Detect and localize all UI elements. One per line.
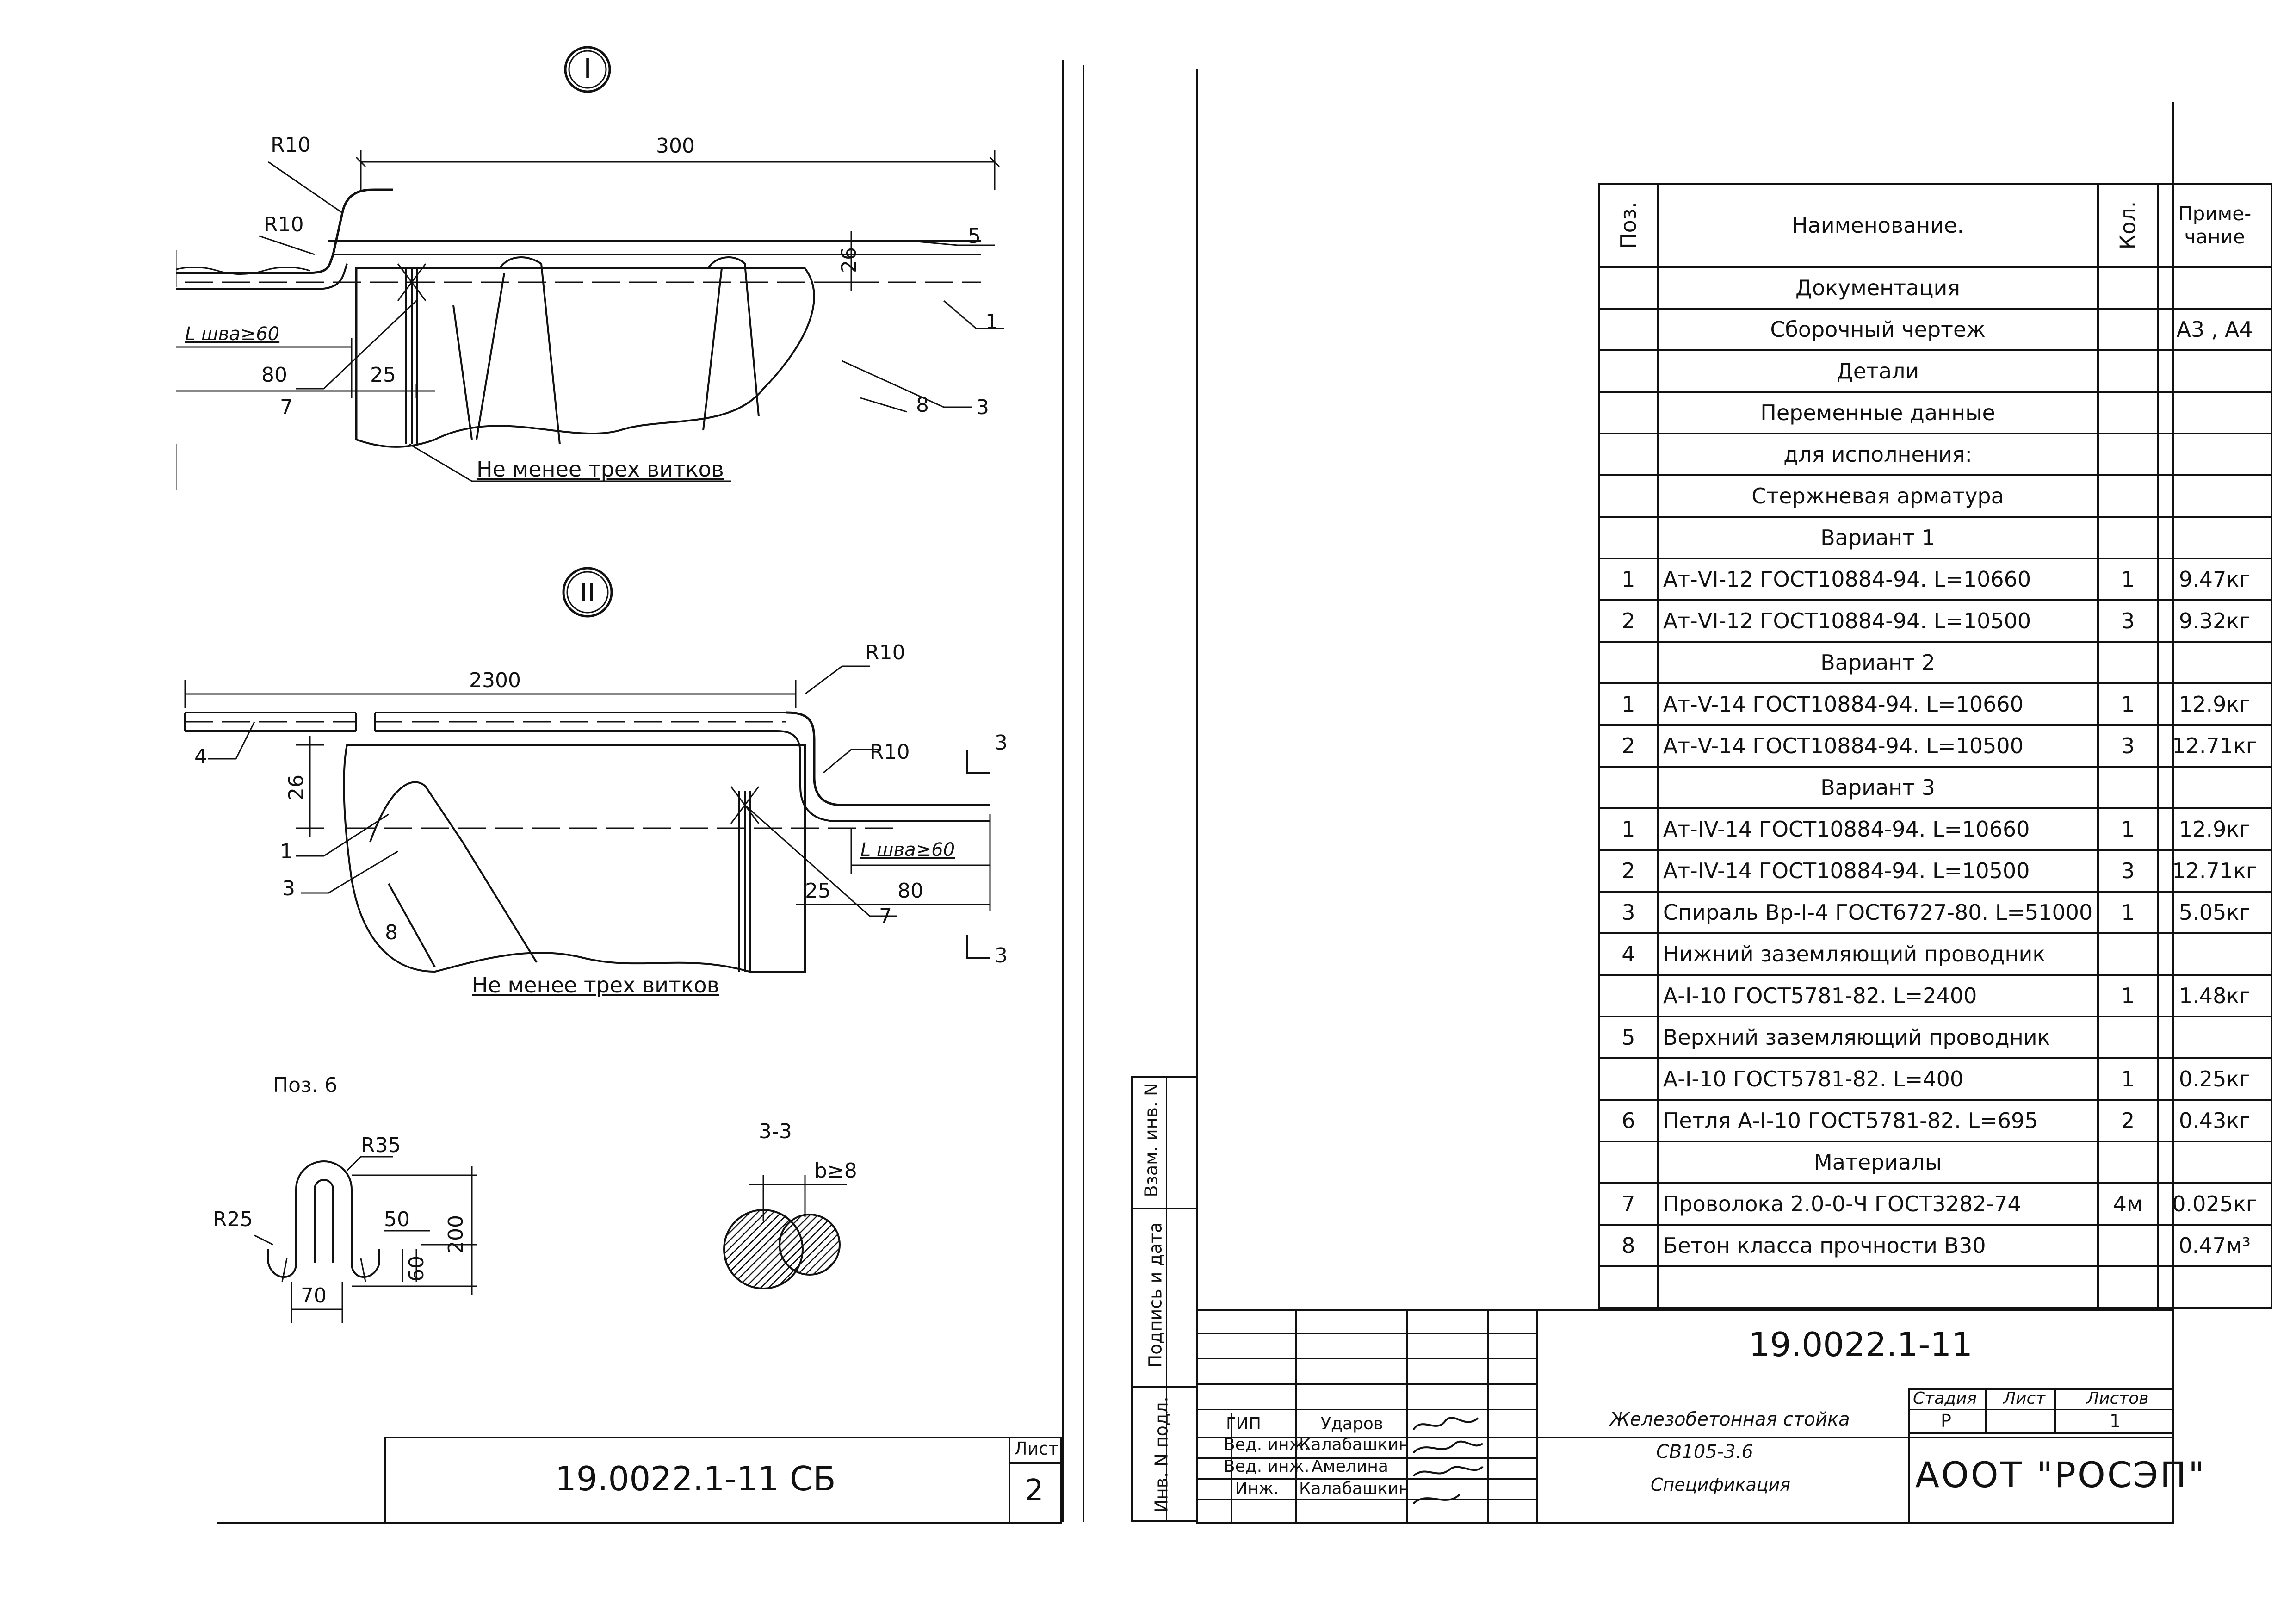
svg-text:60: 60 xyxy=(405,1256,428,1282)
svg-text:R35: R35 xyxy=(361,1134,401,1157)
svg-text:L шва≥60: L шва≥60 xyxy=(185,323,280,345)
name-inzh: Калабашкин xyxy=(1299,1479,1410,1498)
svg-text:80: 80 xyxy=(897,879,923,903)
tb-grid xyxy=(1196,1409,1536,1410)
spec-pos-cell: 3 xyxy=(1599,892,1658,933)
spec-name-cell: Ат-V-14 ГОСТ10884-94. L=10500 xyxy=(1658,725,2098,767)
spec-row xyxy=(1599,600,2271,642)
spec-name-cell: Ат-IV-14 ГОСТ10884-94. L=10500 xyxy=(1658,850,2098,892)
spec-row xyxy=(1599,1141,2271,1183)
spec-row xyxy=(1599,850,2271,892)
spec-pos-cell xyxy=(1599,309,1658,350)
stamp-divider xyxy=(1009,1437,1010,1522)
sheet-label: Лист xyxy=(2003,1389,2046,1408)
spec-pos-cell xyxy=(1599,767,1658,808)
stamp-divider xyxy=(1009,1462,1062,1464)
svg-text:Поз. 6: Поз. 6 xyxy=(273,1073,338,1097)
svg-text:8: 8 xyxy=(916,393,929,417)
spec-name-cell: Верхний заземляющий проводник xyxy=(1658,1017,2098,1058)
spec-name-cell: Бетон класса прочности В30 xyxy=(1658,1225,2098,1266)
spec-name-cell: Ат-VI-12 ГОСТ10884-94. L=10660 xyxy=(1658,558,2098,600)
svg-text:L шва≥60: L шва≥60 xyxy=(860,839,955,861)
tb-grid xyxy=(1908,1409,2172,1410)
spec-row xyxy=(1599,933,2271,975)
spec-name-cell: Ат-VI-12 ГОСТ10884-94. L=10500 xyxy=(1658,600,2098,642)
spec-qty-cell xyxy=(2098,642,2158,683)
spec-note-cell: 0.25кг xyxy=(2158,1058,2271,1100)
tb-grid xyxy=(1536,1309,1538,1522)
spec-name-cell: Материалы xyxy=(1658,1141,2098,1183)
company-name: АООТ "РОСЭП" xyxy=(1915,1454,2207,1495)
svg-text:1: 1 xyxy=(280,840,293,863)
drawing-code: 19.0022.1-11 СБ xyxy=(555,1459,836,1498)
tb-grid xyxy=(1196,1383,1536,1385)
svg-text:3: 3 xyxy=(995,944,1008,967)
doc-code: 19.0022.1-11 xyxy=(1749,1325,1973,1364)
svg-text:II: II xyxy=(580,578,595,608)
title-line-3: Спецификация xyxy=(1651,1475,1791,1495)
spec-qty-cell: 3 xyxy=(2098,850,2158,892)
svg-text:80: 80 xyxy=(261,363,287,387)
spec-qty-cell: 2 xyxy=(2098,1100,2158,1141)
view-label: I xyxy=(583,53,592,84)
spec-row xyxy=(1599,1183,2271,1225)
tb-grid xyxy=(1908,1432,2172,1434)
spec-qty-cell: 1 xyxy=(2098,558,2158,600)
spec-row xyxy=(1599,683,2271,725)
view-ii-drawing xyxy=(176,555,1036,1027)
spec-pos-cell: 5 xyxy=(1599,1017,1658,1058)
spec-name-cell: Сборочный чертеж xyxy=(1658,309,2098,350)
spec-note-cell: 1.48кг xyxy=(2158,975,2271,1017)
spec-row xyxy=(1599,1100,2271,1141)
spec-name-cell: Ат-V-14 ГОСТ10884-94. L=10660 xyxy=(1658,683,2098,725)
spec-note-cell xyxy=(2158,517,2271,558)
spec-qty-cell xyxy=(2098,434,2158,475)
spec-qty-cell xyxy=(2098,1017,2158,1058)
spec-note-cell xyxy=(2158,434,2271,475)
spec-row xyxy=(1599,309,2271,350)
spec-note-cell: 0.025кг xyxy=(2158,1183,2271,1225)
spec-qty-cell: 3 xyxy=(2098,725,2158,767)
spec-note-cell: 12.71кг xyxy=(2158,725,2271,767)
spec-name-cell: Ат-IV-14 ГОСТ10884-94. L=10660 xyxy=(1658,808,2098,850)
spec-qty-cell xyxy=(2098,767,2158,808)
spec-header-row xyxy=(1599,184,2271,267)
spec-qty-cell: 1 xyxy=(2098,975,2158,1017)
svg-text:R25: R25 xyxy=(213,1208,253,1231)
svg-text:3: 3 xyxy=(995,731,1008,755)
side-label-inv-orig: Инв. N подл. xyxy=(1151,1396,1172,1513)
spec-qty-cell xyxy=(2098,1225,2158,1266)
spec-qty-cell xyxy=(2098,309,2158,350)
spec-name-cell: Проволока 2.0-0-Ч ГОСТ3282-74 xyxy=(1658,1183,2098,1225)
spec-note-cell xyxy=(2158,1266,2271,1308)
svg-text:50: 50 xyxy=(384,1208,410,1231)
spec-qty-cell xyxy=(2098,1141,2158,1183)
spec-note-cell xyxy=(2158,475,2271,517)
spec-qty-cell: 3 xyxy=(2098,600,2158,642)
spec-qty-cell xyxy=(2098,1266,2158,1308)
tb-grid xyxy=(1196,1333,1536,1334)
header-name: Наименование. xyxy=(1658,184,2098,267)
spec-note-cell: 12.71кг xyxy=(2158,850,2271,892)
spec-pos-cell xyxy=(1599,434,1658,475)
spec-row xyxy=(1599,1225,2271,1266)
side-label-sign-date: Подпись и дата xyxy=(1145,1222,1166,1368)
spec-note-cell xyxy=(2158,1017,2271,1058)
spec-note-cell: 12.9кг xyxy=(2158,808,2271,850)
spec-pos-cell xyxy=(1599,350,1658,392)
spec-row xyxy=(1599,1017,2271,1058)
specification-table xyxy=(1598,183,2272,1309)
spec-row xyxy=(1599,1266,2271,1308)
spec-qty-cell xyxy=(2098,933,2158,975)
stage-value: Р xyxy=(1941,1411,1951,1431)
svg-text:26: 26 xyxy=(285,775,308,800)
spec-row xyxy=(1599,892,2271,933)
tb-grid xyxy=(2054,1388,2056,1432)
spec-name-cell: Переменные данные xyxy=(1658,392,2098,434)
spec-pos-cell: 7 xyxy=(1599,1183,1658,1225)
spec-note-cell xyxy=(2158,267,2271,309)
spec-name-cell: Вариант 3 xyxy=(1658,767,2098,808)
spec-row xyxy=(1599,475,2271,517)
svg-text:200: 200 xyxy=(444,1215,468,1254)
svg-text:b≥8: b≥8 xyxy=(814,1159,857,1183)
spec-pos-cell: 6 xyxy=(1599,1100,1658,1141)
tb-grid xyxy=(1196,1358,1536,1359)
svg-text:R10: R10 xyxy=(865,641,905,664)
spec-name-cell xyxy=(1658,1266,2098,1308)
spec-pos-cell: 1 xyxy=(1599,808,1658,850)
spec-name-cell: Вариант 1 xyxy=(1658,517,2098,558)
spec-note-cell xyxy=(2158,767,2271,808)
spec-pos-cell: 4 xyxy=(1599,933,1658,975)
spec-name-cell: А-I-10 ГОСТ5781-82. L=2400 xyxy=(1658,975,2098,1017)
name-ved-inzh-1: Калабашкин xyxy=(1299,1435,1410,1454)
tb-grid xyxy=(1295,1309,1297,1522)
spec-name-cell: Детали xyxy=(1658,350,2098,392)
spec-name-cell: Стержневая арматура xyxy=(1658,475,2098,517)
spec-note-cell xyxy=(2158,350,2271,392)
section-3-3-drawing xyxy=(694,1110,925,1305)
spec-pos-cell xyxy=(1599,642,1658,683)
spec-pos-cell xyxy=(1599,1266,1658,1308)
spec-note-cell: 0.47м³ xyxy=(2158,1225,2271,1266)
spec-qty-cell: 1 xyxy=(2098,683,2158,725)
spec-pos-cell xyxy=(1599,517,1658,558)
spec-pos-cell: 8 xyxy=(1599,1225,1658,1266)
header-pos: Поз. xyxy=(1599,184,1658,267)
spec-name-cell: Вариант 2 xyxy=(1658,642,2098,683)
spec-pos-cell: 2 xyxy=(1599,600,1658,642)
spec-row xyxy=(1599,350,2271,392)
svg-text:Не менее трех витков: Не менее трех витков xyxy=(477,457,724,482)
spec-row xyxy=(1599,434,2271,475)
role-gip: ГИП xyxy=(1226,1414,1261,1433)
spec-pos-cell xyxy=(1599,1141,1658,1183)
spec-pos-cell xyxy=(1599,975,1658,1017)
spec-qty-cell: 1 xyxy=(2098,808,2158,850)
svg-text:Не менее трех витков: Не менее трех витков xyxy=(472,973,719,998)
side-strip-divider xyxy=(1131,1208,1198,1209)
svg-text:25: 25 xyxy=(370,363,396,387)
spec-qty-cell xyxy=(2098,517,2158,558)
spec-qty-cell: 4м xyxy=(2098,1183,2158,1225)
sheets-value: 1 xyxy=(2110,1411,2121,1431)
stage-label: Стадия xyxy=(1913,1389,1977,1408)
signature-marks xyxy=(1409,1411,1487,1522)
sheet-label: Лист xyxy=(1014,1438,1059,1459)
svg-text:300: 300 xyxy=(656,134,695,158)
spec-note-cell xyxy=(2158,392,2271,434)
spec-pos-cell xyxy=(1599,267,1658,309)
spec-row xyxy=(1599,392,2271,434)
spec-qty-cell xyxy=(2098,350,2158,392)
view-i-drawing xyxy=(176,37,1036,546)
spec-row xyxy=(1599,1058,2271,1100)
spec-row xyxy=(1599,725,2271,767)
spec-row xyxy=(1599,975,2271,1017)
tb-grid xyxy=(1985,1388,1987,1432)
tb-grid xyxy=(1908,1388,1910,1522)
role-ved-inzh-1: Вед. инж. xyxy=(1224,1435,1310,1454)
side-label-inv-zam: Взам. инв. N xyxy=(1141,1083,1162,1197)
svg-text:7: 7 xyxy=(280,396,293,419)
spec-note-cell: 9.47кг xyxy=(2158,558,2271,600)
spec-name-cell: А-I-10 ГОСТ5781-82. L=400 xyxy=(1658,1058,2098,1100)
tb-grid xyxy=(1487,1309,1489,1522)
spec-qty-cell: 1 xyxy=(2098,892,2158,933)
spec-row xyxy=(1599,267,2271,309)
svg-text:3: 3 xyxy=(282,877,295,900)
svg-text:7: 7 xyxy=(879,905,892,928)
svg-text:3: 3 xyxy=(976,396,989,419)
spec-qty-cell xyxy=(2098,267,2158,309)
spec-qty-cell: 1 xyxy=(2098,1058,2158,1100)
spec-pos-cell xyxy=(1599,1058,1658,1100)
sheet-number: 2 xyxy=(1025,1474,1044,1508)
svg-text:5: 5 xyxy=(968,224,981,248)
spec-name-cell: Нижний заземляющий проводник xyxy=(1658,933,2098,975)
spec-pos-cell xyxy=(1599,392,1658,434)
spec-pos-cell: 1 xyxy=(1599,683,1658,725)
spec-name-cell: Спираль Вр-I-4 ГОСТ6727-80. L=51000 xyxy=(1658,892,2098,933)
svg-text:70: 70 xyxy=(301,1284,327,1308)
spec-pos-cell: 2 xyxy=(1599,850,1658,892)
name-gip: Ударов xyxy=(1321,1414,1383,1433)
spec-note-cell xyxy=(2158,1141,2271,1183)
spec-row xyxy=(1599,642,2271,683)
spec-note-cell: 5.05кг xyxy=(2158,892,2271,933)
svg-text:25: 25 xyxy=(805,879,831,903)
name-ved-inzh-2: Амелина xyxy=(1312,1457,1388,1476)
spec-note-cell: А3 , А4 xyxy=(2158,309,2271,350)
sheet-border xyxy=(1062,60,1064,1522)
spec-note-cell xyxy=(2158,642,2271,683)
detail-pos6-drawing xyxy=(199,1064,523,1351)
spec-note-cell xyxy=(2158,933,2271,975)
svg-text:R10: R10 xyxy=(264,213,304,236)
spec-note-cell: 12.9кг xyxy=(2158,683,2271,725)
spec-pos-cell: 1 xyxy=(1599,558,1658,600)
spec-note-cell: 9.32кг xyxy=(2158,600,2271,642)
svg-text:1: 1 xyxy=(985,310,998,334)
spec-row xyxy=(1599,808,2271,850)
spec-row xyxy=(1599,767,2271,808)
spec-qty-cell xyxy=(2098,475,2158,517)
sheets-label: Листов xyxy=(2086,1389,2149,1408)
spec-row xyxy=(1599,558,2271,600)
side-strip-divider xyxy=(1131,1386,1198,1388)
role-ved-inzh-2: Вед. инж. xyxy=(1224,1457,1310,1476)
spec-name-cell: Петля А-I-10 ГОСТ5781-82. L=695 xyxy=(1658,1100,2098,1141)
spec-note-cell: 0.43кг xyxy=(2158,1100,2271,1141)
spec-qty-cell xyxy=(2098,392,2158,434)
svg-text:3-3: 3-3 xyxy=(759,1120,792,1143)
svg-text:26: 26 xyxy=(837,247,861,273)
sheet-border xyxy=(1083,65,1084,1522)
svg-text:8: 8 xyxy=(385,921,398,944)
svg-text:R10: R10 xyxy=(271,133,311,157)
role-inzh: Инж. xyxy=(1235,1479,1279,1498)
spec-name-cell: для исполнения: xyxy=(1658,434,2098,475)
spec-pos-cell xyxy=(1599,475,1658,517)
title-line-2: СВ105-3.6 xyxy=(1656,1441,1753,1463)
title-line-1: Железобетонная стойка xyxy=(1610,1409,1850,1430)
svg-text:2300: 2300 xyxy=(469,669,521,692)
svg-text:4: 4 xyxy=(194,745,207,769)
svg-text:R10: R10 xyxy=(870,740,910,764)
spec-pos-cell: 2 xyxy=(1599,725,1658,767)
header-qty: Кол. xyxy=(2098,184,2158,267)
spec-row xyxy=(1599,517,2271,558)
spec-name-cell: Документация xyxy=(1658,267,2098,309)
header-note: Приме- чание xyxy=(2158,184,2271,267)
